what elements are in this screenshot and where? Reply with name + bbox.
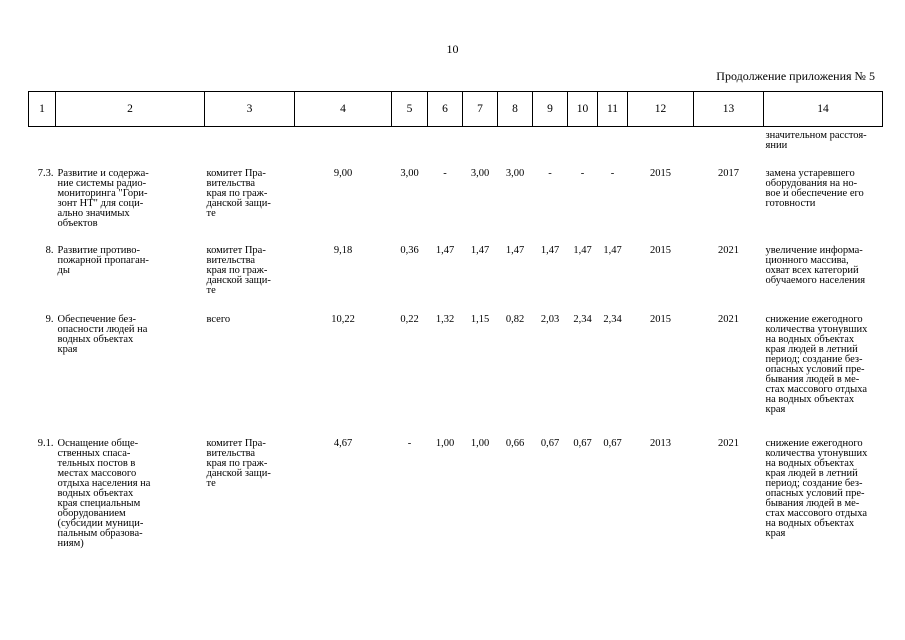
year-value: - <box>407 438 412 449</box>
start-year: 2015 <box>650 314 671 325</box>
year-value: - <box>610 168 615 179</box>
measure-name: Оснащение обще- ственных спаса- тельных постов в местах массового отдыха населения на водных объектах края специальным оборудованием (субсидии муници- пальным образова- ниям) <box>57 438 151 549</box>
row-number: 7.3. <box>37 168 54 179</box>
header-cell: 1 <box>29 92 56 127</box>
appendix-note: Продолжение приложения № 5 <box>716 69 875 83</box>
end-year: 2021 <box>718 438 739 449</box>
start-year: 2015 <box>650 245 671 256</box>
end-year: 2021 <box>718 245 739 256</box>
year-value: 3,00 <box>505 168 525 179</box>
header-row <box>29 92 883 127</box>
total-value: 4,67 <box>333 438 353 449</box>
year-value: 3,00 <box>470 168 490 179</box>
expected-result: замена устаревшего оборудования на но- вое и обеспечение его готовности <box>765 168 864 209</box>
year-value: 0,67 <box>540 438 560 449</box>
year-value: 0,67 <box>573 438 592 449</box>
page-number: 10 <box>446 42 459 56</box>
measure-name: Развитие противо- пожарной пропаган- ды <box>57 245 149 276</box>
start-year: 2013 <box>650 438 671 449</box>
year-value: 1,47 <box>435 245 455 256</box>
year-value: 0,82 <box>505 314 525 325</box>
continuation-text: значительном расстоя- янии <box>765 130 867 151</box>
header-cell: 12 <box>628 92 694 127</box>
data-table <box>28 91 883 569</box>
table-row <box>29 315 883 439</box>
year-value: 1,47 <box>505 245 525 256</box>
total-value: 10,22 <box>331 314 355 325</box>
header-cell: 8 <box>498 92 533 127</box>
year-value: 1,47 <box>573 245 592 256</box>
header-cell: 6 <box>428 92 463 127</box>
year-value: - <box>548 168 552 179</box>
year-value: 2,34 <box>603 314 622 325</box>
year-value: 3,00 <box>400 168 419 179</box>
year-value: 1,00 <box>435 438 455 449</box>
header-cell: 14 <box>764 92 883 127</box>
year-value: 1,00 <box>470 438 490 449</box>
measure-name: Обеспечение без- опасности людей на водных объектах края <box>57 314 148 355</box>
year-value: 0,67 <box>603 438 622 449</box>
year-value: 2,03 <box>540 314 560 325</box>
executor: комитет Пра- вительства края по граж- данской защи- те <box>206 438 271 489</box>
header-cell: 4 <box>295 92 392 127</box>
total-value: 9,18 <box>333 245 353 256</box>
table-row <box>29 439 883 569</box>
table-row <box>29 246 883 315</box>
year-value: 1,15 <box>470 314 490 325</box>
header-cell: 13 <box>694 92 764 127</box>
row-number: 9. <box>45 314 54 325</box>
measure-name: Развитие и содержа- ние системы радио- мониторинга "Гори- зонт НТ" для соци- ально значимых объектов <box>57 168 149 229</box>
year-value: 1,47 <box>603 245 622 256</box>
year-value: 1,32 <box>435 314 455 325</box>
header-cell: 11 <box>598 92 628 127</box>
year-value: - <box>443 168 447 179</box>
expected-result: увеличение информа- ционного массива, охват всех категорий обучаемого населения <box>765 245 866 286</box>
total-value: 9,00 <box>333 168 353 179</box>
header-cell: 2 <box>56 92 205 127</box>
year-value: 1,47 <box>470 245 490 256</box>
expected-result: снижение ежегодного количества утонувших на водных объектах края людей в летний период; создание без- опасных условий пре- бывания людей в ме- стах массового отдыха на водных объектах края <box>765 314 868 415</box>
end-year: 2017 <box>718 168 739 179</box>
header-cell: 5 <box>392 92 428 127</box>
header-cell: 9 <box>533 92 568 127</box>
executor: комитет Пра- вительства края по граж- данской защи- те <box>206 245 271 296</box>
year-value: - <box>580 168 585 179</box>
end-year: 2021 <box>718 314 739 325</box>
year-value: 1,47 <box>540 245 560 256</box>
row-number: 9.1. <box>37 438 54 449</box>
header-cell: 10 <box>568 92 598 127</box>
start-year: 2015 <box>650 168 671 179</box>
executor: всего <box>206 314 231 325</box>
year-value: 0,22 <box>400 314 419 325</box>
expected-result: снижение ежегодного количества утонувших на водных объектах края людей в летний период; создание без- опасных условий пре- бывания людей в ме- стах массового отдыха на водных объектах края <box>765 438 868 539</box>
table-row <box>29 169 883 246</box>
year-value: 0,66 <box>505 438 525 449</box>
header-cell: 3 <box>205 92 295 127</box>
executor: комитет Пра- вительства края по граж- данской защи- те <box>206 168 271 219</box>
year-value: 0,36 <box>400 245 419 256</box>
row-number: 8. <box>45 245 54 256</box>
header-cell: 7 <box>463 92 498 127</box>
year-value: 2,34 <box>573 314 592 325</box>
continuation-row <box>29 127 883 170</box>
